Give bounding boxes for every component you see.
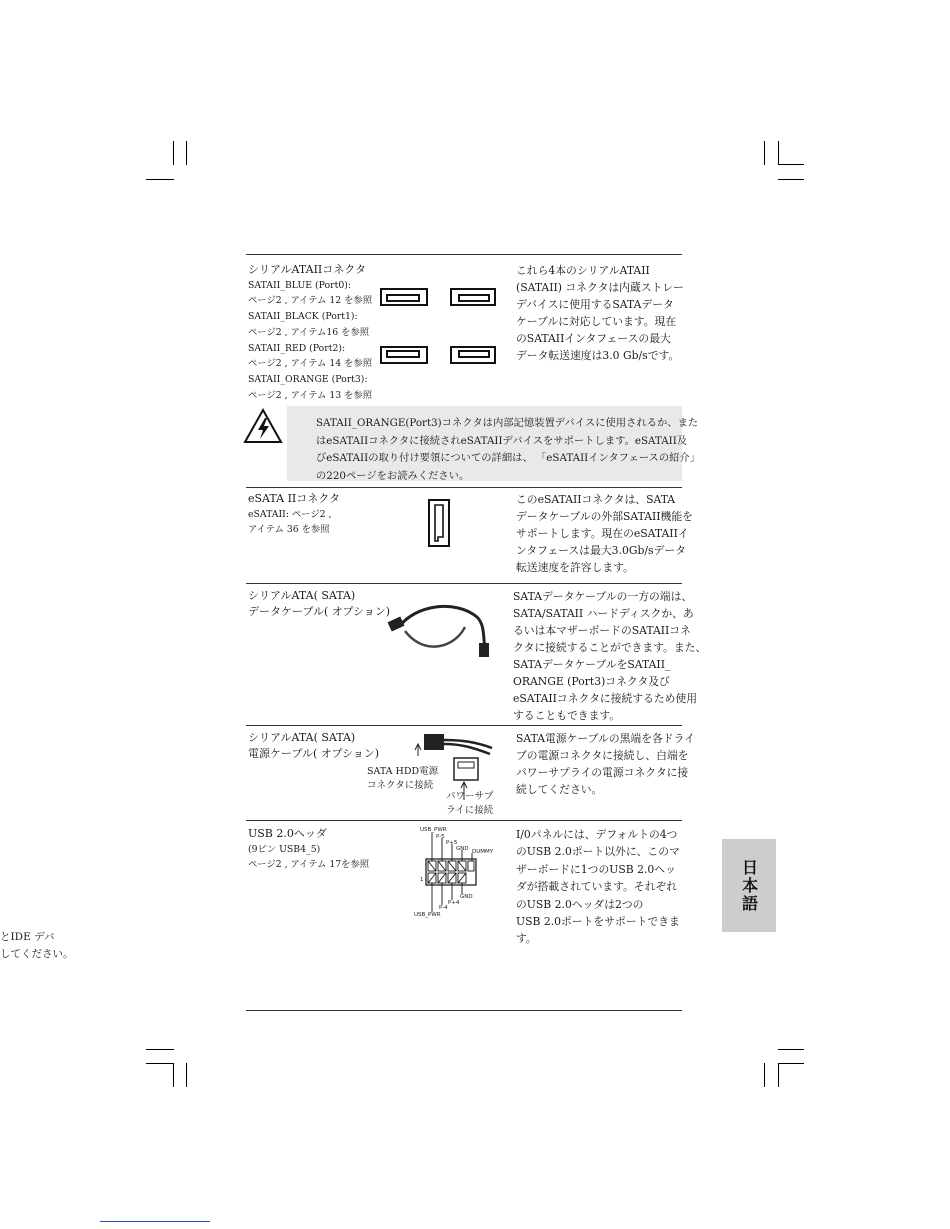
sata-cable-description — [513, 588, 706, 724]
description-line: パワーサプライの電源コネクタに接 — [516, 766, 689, 779]
section-title: シリアルATA( SATA) — [248, 589, 356, 602]
page-reference: eSATAII: ページ2 , — [248, 508, 332, 520]
bottom-rule — [246, 1010, 682, 1011]
crop-mark — [173, 141, 174, 165]
section-divider — [246, 487, 682, 488]
crop-mark — [186, 1063, 187, 1087]
link-underline — [100, 1221, 210, 1222]
annotation-line: パワーサプ — [446, 791, 494, 802]
description-line: ケーブルに対応しています。現在 — [516, 315, 677, 328]
warning-icon — [243, 408, 283, 444]
fragment-line: してください。 — [0, 948, 74, 960]
warning-line: びeSATAIIの取り付け要領についての詳細は、 「eSATAIIインタフェースの紹介」 — [316, 452, 701, 465]
section-divider — [246, 725, 682, 726]
section-title: シリアルATA( SATA) — [248, 731, 356, 744]
pin-label: USB_PWR — [420, 827, 447, 833]
crop-mark — [764, 1063, 765, 1087]
usb-header-diagram — [414, 827, 494, 923]
section-divider — [246, 820, 682, 821]
crop-mark — [173, 1063, 174, 1087]
port-label: SATAII_RED (Port2): — [248, 342, 346, 354]
description-line: I/0パネルには、デフォルトの4つ — [516, 828, 678, 841]
crop-mark — [146, 1049, 174, 1050]
section-title: USB 2.0ヘッダ — [248, 827, 327, 840]
esata-description — [516, 491, 693, 576]
pin-label: GND — [456, 846, 469, 852]
psu-annotation — [446, 790, 494, 818]
left-margin-fragment — [0, 929, 74, 963]
description-line: ザーボードに1つのUSB 2.0ヘッ — [516, 862, 676, 876]
description-line: クタに接続することができます。また、 — [513, 641, 707, 654]
page-reference: ページ2 , アイテム 13 を参照 — [248, 389, 373, 401]
pin-label: P-5 — [436, 834, 445, 840]
pin-number: 1 — [420, 877, 424, 883]
description-line: ンタフェースは最大3.0Gb/sデータ — [516, 544, 686, 557]
usb-left-text — [248, 826, 369, 873]
crop-mark — [778, 141, 779, 165]
page-reference: ページ2 , アイテム 14 を参照 — [248, 358, 373, 370]
description-line: することもできます。 — [513, 709, 621, 722]
description-line: ダが搭載されています。それぞれ — [516, 880, 678, 894]
description-line: SATA電源ケーブルの黒端を各ドライ — [516, 732, 695, 745]
crop-mark — [778, 179, 804, 180]
crop-mark — [778, 164, 804, 165]
description-line: サポートします。現在のeSATAIIイ — [516, 527, 689, 540]
crop-mark — [186, 141, 187, 165]
pin-label: P+5 — [446, 840, 458, 846]
power-cable-description — [516, 730, 695, 798]
esata-left-text — [248, 491, 340, 538]
top-rule — [246, 254, 682, 255]
page-reference: ページ2 , アイテム16 を参照 — [248, 326, 370, 338]
usb-description — [516, 826, 680, 948]
pin-label: P-4 — [439, 905, 448, 911]
annotation-line: コネクタに接続 — [367, 780, 434, 791]
description-line: (SATAII) コネクタは内蔵ストレー — [516, 281, 684, 294]
description-line: このeSATAIIコネクタは、SATA — [516, 493, 676, 506]
pin-label: DUMMY — [472, 849, 494, 855]
header-name: (9ピン USB4_5) — [248, 843, 321, 855]
warning-line: の220ページをお読みください。 — [316, 469, 470, 482]
description-line: データケーブルの外部SATAII機能を — [516, 510, 693, 523]
description-line: ブの電源コネクタに接続し、白端を — [516, 749, 689, 762]
description-line: のSATAIIインタフェースの最大 — [516, 332, 671, 345]
description-line: これら4本のシリアルATAII — [516, 264, 650, 277]
section-subtitle: データケーブル( オプション) — [248, 604, 391, 618]
description-line: のUSB 2.0ポート以外に、このマ — [516, 845, 680, 859]
description-line: USB 2.0ポートをサポートできま — [516, 915, 680, 929]
power-cable-left-text — [248, 730, 379, 761]
language-tab-label: 日本語 — [739, 858, 759, 913]
warning-text — [316, 415, 700, 485]
crop-mark — [778, 1049, 804, 1050]
description-line: SATAデータケーブルの一方の端は、 — [513, 590, 693, 603]
crop-mark — [778, 1063, 779, 1087]
description-line: SATA/SATAII ハードディスクか、あ — [513, 607, 694, 620]
port-label: SATAII_BLUE (Port0): — [248, 279, 352, 291]
description-line: eSATAIIコネクタに接続するため使用 — [513, 692, 698, 705]
fragment-line: とIDE デバ — [0, 931, 55, 943]
warning-line: はeSATAIIコネクタに接続されeSATAIIデバイスをサポートします。eSATAII及 — [316, 434, 688, 447]
hdd-annotation — [367, 765, 438, 793]
description-line: 続してください。 — [516, 783, 603, 796]
language-tab — [722, 839, 776, 932]
description-line: ORANGE (Port3)コネクタ及び — [513, 675, 670, 688]
page-reference: ページ2 , アイテム 12 を参照 — [248, 295, 373, 307]
port-label: SATAII_ORANGE (Port3): — [248, 373, 368, 385]
pin-label: P+4 — [448, 900, 460, 906]
section-title: シリアルATAIIコネクタ — [248, 263, 367, 276]
pin-label: USB_PWR — [414, 912, 441, 918]
sata-description — [516, 262, 684, 364]
sata-left-text — [248, 262, 372, 403]
description-line: す。 — [516, 932, 537, 946]
section-divider — [246, 583, 682, 584]
crop-mark — [146, 1063, 174, 1064]
annotation-line: ライに接続 — [446, 805, 494, 816]
sata-connector-diagram — [375, 285, 500, 367]
section-subtitle: 電源ケーブル( オプション) — [248, 746, 380, 760]
description-line: 転送速度を許容します。 — [516, 561, 634, 574]
description-line: るいは本マザーボードのSATAIIコネ — [513, 624, 691, 637]
port-label: SATAII_BLACK (Port1): — [248, 311, 358, 323]
sata-cable-left-text — [248, 588, 390, 619]
page-reference: ページ2 , アイテム 17を参照 — [248, 859, 370, 871]
crop-mark — [778, 1063, 804, 1064]
description-line: デバイスに使用するSATAデータ — [516, 298, 674, 311]
crop-mark — [764, 141, 765, 165]
section-title: eSATA IIコネクタ — [248, 492, 341, 505]
page-reference: アイテム 36 を参照 — [248, 524, 330, 536]
description-line: のUSB 2.0ヘッダは2つの — [516, 897, 644, 911]
sata-data-cable-image — [385, 597, 495, 659]
description-line: SATAデータケーブルをSATAII_ — [513, 658, 671, 671]
annotation-line: SATA HDD電源 — [367, 766, 439, 777]
esata-connector-diagram — [426, 497, 452, 549]
pin-label: GND — [460, 894, 473, 900]
description-line: データ転送速度は3.0 Gb/sです。 — [516, 349, 680, 362]
crop-mark — [146, 179, 174, 180]
warning-line: SATAII_ORANGE(Port3)コネクタは内部記憶装置デバイスに使用されるか、また — [316, 417, 699, 429]
